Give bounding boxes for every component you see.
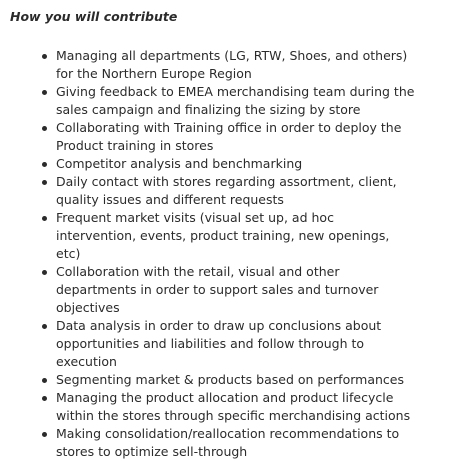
list-item (10, 425, 416, 461)
list-item (10, 209, 416, 263)
bullet-icon (42, 378, 47, 383)
bullet-icon (42, 180, 47, 185)
bullet-icon (42, 162, 47, 167)
bullet-icon (42, 270, 47, 275)
list-item-text: Collaboration with the retail, visual and other departments in order to support sales and turnover objectives (56, 264, 379, 315)
list-item-text: Data analysis in order to draw up conclusions about opportunities and liabilities and follow through to execution (56, 318, 382, 369)
bullet-icon (42, 432, 47, 437)
list-item (10, 119, 416, 155)
bullet-icon (42, 126, 47, 131)
section-heading: How you will contribute (10, 9, 178, 24)
list-item-text: Making consolidation/reallocation recommendations to stores to optimize sell-through (56, 426, 400, 459)
contribution-list (10, 47, 450, 461)
list-item (10, 173, 416, 209)
list-item-text: Competitor analysis and benchmarking (56, 156, 303, 171)
list-item-text: Frequent market visits (visual set up, ad hoc intervention, events, product training, new openings, etc) (56, 210, 390, 261)
bullet-icon (42, 216, 47, 221)
list-item-text: Managing all departments (LG, RTW, Shoes, and others) for the Northern Europe Region (56, 48, 408, 81)
list-item (10, 371, 416, 389)
bullet-icon (42, 90, 47, 95)
list-item-text: Giving feedback to EMEA merchandising team during the sales campaign and finalizing the sizing by store (56, 84, 415, 117)
list-item (10, 263, 416, 317)
bullet-icon (42, 396, 47, 401)
list-item-text: Collaborating with Training office in order to deploy the Product training in stores (56, 120, 402, 153)
list-item-text: Daily contact with stores regarding assortment, client, quality issues and different requests (56, 174, 397, 207)
list-item (10, 155, 416, 173)
list-item-text: Managing the product allocation and product lifecycle within the stores through specific merchandising actions (56, 390, 411, 423)
bullet-icon (42, 54, 47, 59)
list-item-text: Segmenting market & products based on performances (56, 372, 404, 387)
list-item (10, 317, 416, 371)
list-item (10, 83, 416, 119)
bullet-icon (42, 324, 47, 329)
list-item (10, 47, 416, 83)
